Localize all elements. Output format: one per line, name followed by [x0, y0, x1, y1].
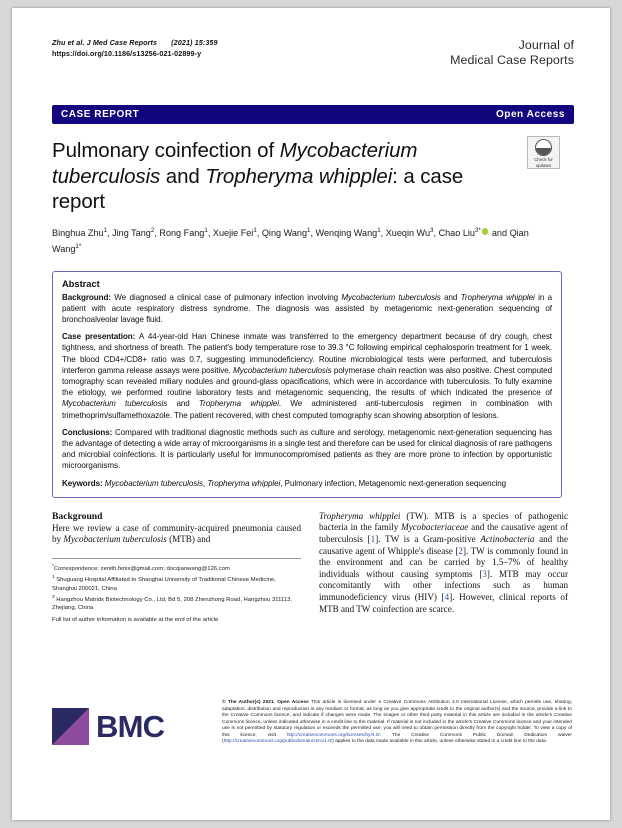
page-footer	[52, 700, 574, 746]
affiliation-1-text: Shuguang Hospital Affiliated to Shanghai University of Traditional Chinese Medicine, Shanghai 200021, China	[52, 577, 276, 592]
page-title	[52, 138, 482, 215]
journal-title-line2: Medical Case Reports	[450, 53, 574, 67]
full-author-info-note: Full list of author information is available at the end of the article	[52, 617, 219, 624]
author-affiliation-marker: 1	[377, 226, 381, 234]
abstract-heading: Abstract	[62, 278, 100, 289]
affiliation-3-marker: 3	[52, 593, 55, 599]
right-text-6: ]. MTB may occur concomitantly with other infections such as human immunodeficiency virus (HIV) [	[319, 568, 569, 602]
title-part-1: Pulmonary coinfection of	[52, 139, 280, 162]
citation-reference-3[interactable]: 3	[482, 568, 487, 579]
author-affiliation-marker: 1	[253, 226, 257, 234]
doi-link[interactable]: https://doi.org/10.1186/s13256-021-02899-y	[52, 48, 202, 58]
body-column-left	[52, 511, 301, 625]
affiliation-3	[52, 593, 301, 613]
citation-authors: Zhu et al. J Med Case Reports	[52, 38, 158, 47]
citation-reference-2[interactable]: 2	[458, 545, 463, 556]
title-part-2: and	[160, 164, 206, 188]
correspondence-line	[52, 562, 301, 573]
abstract-keywords	[62, 478, 552, 489]
abstract-case-text-4: . We administered anti-tuberculosis regimen in combination with trimethoprim/sulfamethoxazole. The patient recovered, with chest computed tomography scan showing absorption of lesions.	[62, 399, 552, 420]
author-affiliation-marker: 3	[430, 226, 434, 234]
right-text-2: and the causative agent of tuberculosis [	[319, 522, 568, 544]
author-name[interactable]: Xuejie Fei	[212, 227, 254, 238]
abstract-background-text-1: We diagnosed a clinical case of pulmonary infection involving	[110, 292, 342, 302]
keyword-species-2: Tropheryma whipplei	[207, 478, 281, 488]
affiliation-3-text: Hangzhou Matridx Biotechnology Co., Ltd, Bd 5, 208 Zhenzhong Road, Hangzhou 311113, Zhejiang, China	[52, 596, 292, 612]
author-footnote	[52, 558, 301, 625]
crossmark-line1: Check for	[534, 157, 553, 162]
abstract-background	[62, 292, 552, 326]
abstract-case-species-1: Mycobacterium tuberculosis	[233, 365, 332, 375]
background-species-1: Mycobacterium tuberculosis	[63, 534, 167, 545]
author-name[interactable]: Jing Tang	[112, 227, 151, 238]
abstract-background-text-3: in a patient with acute respiratory distress syndrome. The diagnosis was assisted by metagenomic next-generation sequencing of bronchoalveolar lavage fluid.	[62, 292, 553, 324]
background-text-1: Here we review a case of community-acquired pneumonia caused by	[52, 522, 301, 545]
author-affiliation-marker: 1	[103, 226, 108, 234]
page-content	[52, 38, 574, 625]
citation-block	[52, 38, 218, 59]
right-species-3: Actinobacteria	[480, 534, 535, 544]
bmc-logo	[52, 700, 212, 746]
article-type-banner	[52, 105, 574, 124]
background-paragraph	[52, 523, 301, 546]
abstract-case-species-3: Tropheryma whipplei	[198, 399, 279, 409]
section-heading-background: Background	[52, 510, 103, 522]
open-access-label: Open Access	[495, 109, 565, 120]
license-body-3: ) applies to the data made available in this article, unless otherwise stated in a credit line to the data.	[332, 739, 547, 744]
orcid-icon[interactable]	[482, 228, 489, 235]
license-link-cc-zero[interactable]: http://creativecommons.org/publicdomain/zero/1.0/	[223, 739, 333, 744]
license-body-1: This article is licensed under a Creative Commons Attribution 4.0 International License, which permits use, sharing, adaptation, distribution and reproduction in any medium or format, as long as you give appropriate credit to the original author(s) and the source, provide a link to the Creative Commons licence, and indicate if changes were made. The images or other third party material in this article are included in the article's Creative Commons licence, unless indicated otherwise in a credit line to the material. If material is not included in the article's Creative Commons licence and your intended use is not permitted by statutory regulation or exceeds the permitted use, you will need to obtain permission directly from the copyright holder. To view a copy of this licence, visit	[222, 700, 573, 738]
author-name[interactable]: Xueqin Wu	[385, 227, 431, 238]
article-type-label: CASE REPORT	[61, 109, 140, 120]
author-affiliation-marker: 3*	[474, 226, 481, 234]
license-link-cc-by[interactable]: http://creativecommons.org/licenses/by/4.0/	[286, 732, 380, 738]
abstract-case-text-2: polymerase chain reaction was also positive. Chest computed tomography scan revealed miliary nodules and ground-glass opacifications, which were in accordance with tuberculosis. To fully examine the etiology, we performed routine laboratory tests and metagenomic sequencing, the results of which indicated the presence of	[62, 365, 552, 398]
right-species-2: Mycobacteriaceae	[401, 522, 469, 533]
correspondence-marker: *	[52, 563, 54, 568]
abstract-conclusions	[62, 427, 552, 472]
title-species-2: Tropheryma whipplei	[205, 164, 393, 188]
author-affiliation-marker: 2	[150, 226, 155, 234]
abstract-case-text-1: A 44-year-old Han Chinese inmate was transferred to the emergency department because of dry cough, chest tightness, and shortness of breath. The patient's body temperature rose to 39.3 °C following empirical cephalosporin treatment for 1 week. The blood CD4+/CD8+ ratio was 0.7, suggesting immunodeficiency. Routine microbiological tests were performed, and tuberculosis interferon gamma release assays were positive.	[62, 332, 552, 375]
citation-year-volume: (2021) 15:359	[171, 38, 218, 47]
right-text-7: ]. However, clinical reports of MTB and TW coinfection are scarce.	[319, 591, 568, 614]
crossmark-line2: updates	[535, 163, 552, 168]
title-section	[52, 138, 574, 215]
title-part-3: : a case report	[52, 164, 464, 213]
check-for-updates-badge[interactable]	[527, 136, 560, 169]
body-columns	[52, 511, 568, 625]
background-paragraph-continued	[319, 511, 568, 615]
abstract-case-label: Case presentation:	[62, 332, 136, 342]
right-species-1: Tropheryma whipplei	[319, 510, 401, 521]
abstract-keywords-label: Keywords:	[62, 478, 103, 488]
affiliation-1-marker: 1	[52, 574, 55, 580]
bmc-logo-text: BMC	[96, 709, 165, 745]
citation-reference-1[interactable]: 1	[370, 534, 376, 544]
author-conjunction: and	[489, 227, 510, 238]
bmc-logo-icon	[52, 708, 89, 745]
affiliation-1	[52, 573, 301, 593]
abstract-conclusions-text: Compared with traditional diagnostic methods such as culture and serology, metagenomic next-generation sequencing has the advantage of detecting a wide array of microorganisms in a single test and therefore can be used for clinical diagnosis of rare pathogens and microbial coinfections. It is particularly useful for immunocompromised patients as they are more prone to infection by opportunistic microorganisms.	[62, 427, 552, 471]
background-text-2: (MTB) and	[166, 534, 211, 545]
right-text-5: ]. TW is commonly found in the environment and can be carried by 1.5–7% of healthy individuals without causing symptoms [	[319, 545, 568, 579]
abstract-background-label: Background:	[62, 292, 111, 302]
keyword-separator: ,	[202, 478, 208, 488]
crossmark-icon	[535, 139, 552, 156]
right-text-1: (TW). MTB is a species of pathogenic bacteria in the family	[319, 510, 569, 533]
author-name[interactable]: Chao Liu	[438, 227, 475, 238]
author-name[interactable]: Binghua Zhu	[52, 227, 104, 238]
author-list: Binghua Zhu$^1$, Jing Tang$^2$, Rong Fang$^1$, Xuejie Fei$^1$, Qing Wang$^1$, Wenqing Wang$^1$, Xueqin Wu$^3$, Chao Liu$^{3*}$ and Qian Wang$^{1*}$	[52, 226, 529, 255]
right-text-4: and the causative agent of Whipple's disease [	[319, 534, 568, 556]
author-affiliation-marker: 1*	[75, 243, 82, 251]
author-name[interactable]: Qing Wang	[261, 227, 308, 238]
keyword-rest: , Pulmonary infection, Metagenomic next-generation sequencing	[280, 478, 507, 488]
license-copyright: © The Author(s) 2021.	[222, 700, 275, 705]
body-column-right	[319, 511, 568, 625]
correspondence-emails[interactable]: Correspondence: zenith.fenix@gmail.com; docqianwang@126.com	[53, 565, 230, 572]
author-affiliation-marker: 1	[307, 226, 311, 234]
journal-title-line1: Journal of	[518, 38, 574, 52]
citation-reference-4[interactable]: 4	[444, 591, 450, 602]
license-open-access-label: Open Access	[274, 700, 309, 705]
article-page	[12, 8, 610, 820]
keyword-species-1: Mycobacterium tuberculosis	[104, 478, 203, 488]
license-body-2: . The Creative Commons Public Domain Dedication waiver (	[222, 732, 572, 744]
author-name[interactable]: Qian Wang	[52, 227, 529, 255]
abstract-box	[52, 271, 562, 498]
abstract-background-species-1: Mycobacterium tuberculosis	[341, 292, 441, 302]
abstract-background-species-2: Tropheryma whipplei	[460, 292, 535, 302]
abstract-case-presentation	[62, 331, 552, 421]
author-name[interactable]: Wenqing Wang	[315, 227, 378, 238]
journal-title	[450, 38, 574, 68]
abstract-background-text-2: and	[440, 292, 461, 302]
title-species-1: Mycobacterium tuberculosis	[52, 139, 418, 188]
abstract-conclusions-label: Conclusions:	[62, 427, 113, 437]
author-affiliation-marker: 1	[204, 226, 208, 234]
author-name[interactable]: Rong Fang	[159, 227, 205, 238]
abstract-case-text-3: and	[167, 399, 199, 409]
abstract-case-species-2: Mycobacterium tuberculosis	[62, 399, 168, 409]
license-text	[222, 700, 572, 746]
citation-line	[52, 38, 218, 49]
right-text-3: ]. TW is a Gram-positive	[375, 534, 481, 544]
page-header	[52, 38, 574, 92]
